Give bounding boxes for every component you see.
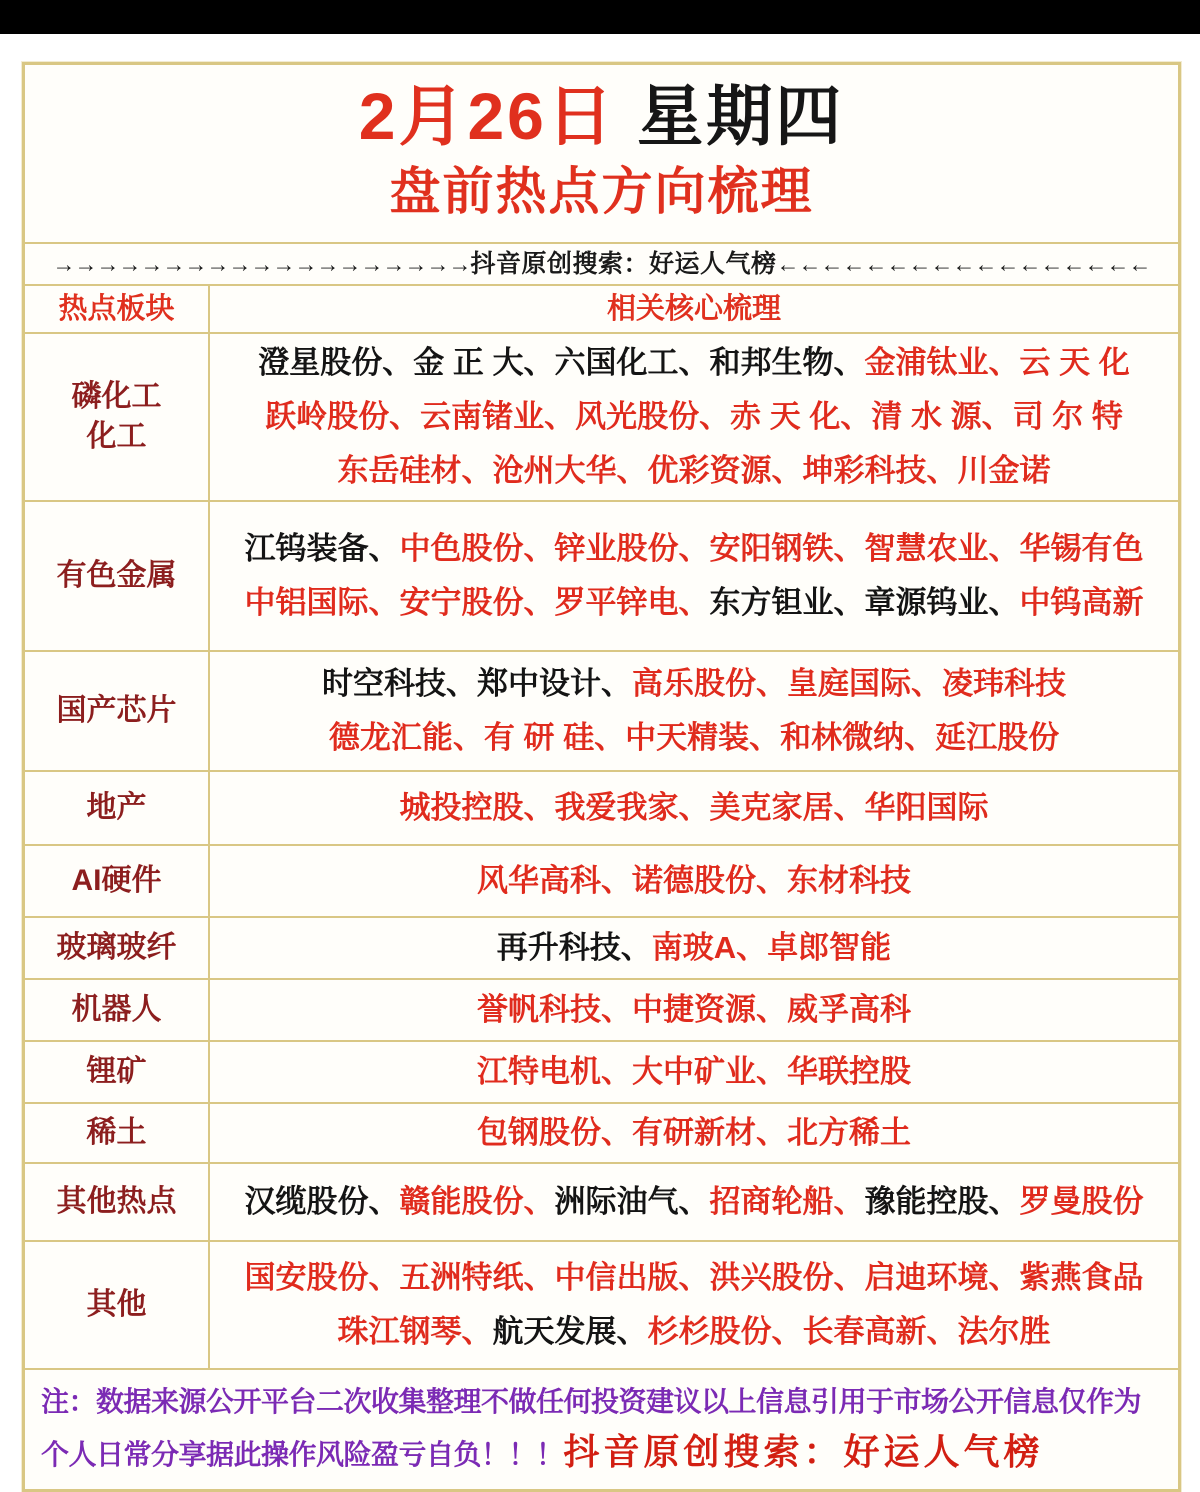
stock-name: 五洲特纸、 <box>399 1260 555 1295</box>
stock-name: 华联控股 <box>787 1054 911 1089</box>
stock-name: 紫燕食品 <box>1019 1260 1144 1295</box>
header-hot-sectors: 热点板块 <box>25 286 210 332</box>
category-cell <box>25 772 210 844</box>
category-cell <box>25 652 210 770</box>
category-label: 化工 <box>86 420 147 453</box>
stock-line <box>218 854 1170 908</box>
disclaimer-text: 注：数据来源公开平台二次收集整理不做任何投资建议以上信息引用于市场公开信息仅作为个人日常分享据此操作风险盈亏自负！！！ <box>41 1386 1142 1470</box>
stock-line <box>218 657 1170 711</box>
top-black-bar <box>0 0 1200 34</box>
category-cell <box>25 1242 210 1368</box>
content-cell <box>210 980 1178 1040</box>
banner-label: 抖音原创搜索：好运人气榜 <box>470 250 777 278</box>
category-label: 稀土 <box>86 1116 147 1149</box>
content-cell <box>210 772 1178 844</box>
stock-name: 杉杉股份、 <box>647 1314 803 1349</box>
stock-name: 江特电机、 <box>477 1054 632 1089</box>
stock-line <box>218 576 1170 630</box>
banner-arrows-right: ←←←←←←←←←←←←←←←←← <box>776 251 1151 277</box>
table-body <box>25 332 1178 1368</box>
stock-name: 郑中设计、 <box>477 666 632 701</box>
stock-name: 启迪环境、 <box>864 1260 1020 1295</box>
content-cell <box>210 1104 1178 1162</box>
stock-name: 云 天 化 <box>1019 345 1130 380</box>
stock-name: 国安股份、 <box>244 1260 400 1295</box>
category-cell <box>25 846 210 916</box>
stock-name: 清 水 源、 <box>871 399 1013 434</box>
douyin-search-highlight: 抖音原创搜索：好运人气榜 <box>563 1431 1044 1472</box>
stock-line <box>218 921 1170 975</box>
stock-name: 卓郎智能 <box>767 930 892 965</box>
stock-line <box>218 522 1170 576</box>
category-label: 其他热点 <box>56 1185 177 1218</box>
stock-name: 中铝国际、 <box>244 585 400 620</box>
stock-name: 川金诺 <box>957 453 1051 488</box>
stock-name: 誉帆科技、 <box>477 992 632 1027</box>
stock-name: 沧州大华、 <box>492 453 648 488</box>
content-cell <box>210 334 1178 500</box>
table-row <box>25 1162 1178 1240</box>
stock-name: 华阳国际 <box>864 790 989 825</box>
category-label: 有色金属 <box>56 559 177 592</box>
table-row <box>25 844 1178 916</box>
stock-name: 赣能股份、 <box>399 1184 555 1219</box>
stock-name: 延江股份 <box>935 720 1060 755</box>
douyin-search-banner <box>25 242 1178 284</box>
stock-name: 东方钽业、 <box>709 585 865 620</box>
stock-name: 罗曼股份 <box>1019 1184 1144 1219</box>
stock-name: 珠江钢琴、 <box>337 1314 493 1349</box>
category-cell <box>25 1104 210 1162</box>
stock-name: 和邦生物、 <box>709 345 865 380</box>
table-row <box>25 978 1178 1040</box>
stock-line <box>218 336 1170 390</box>
stock-name: 华锡有色 <box>1019 531 1144 566</box>
stock-name: 江钨装备、 <box>244 531 400 566</box>
content-cell <box>210 502 1178 650</box>
stock-name: 美克家居、 <box>709 790 865 825</box>
stock-name: 我爱我家、 <box>554 790 710 825</box>
stock-name: 皇庭国际、 <box>787 666 942 701</box>
category-label: 地产 <box>86 791 147 824</box>
stock-name: 北方稀土 <box>787 1115 911 1150</box>
stock-name: 中天精装、 <box>625 720 781 755</box>
header-core-summary: 相关核心梳理 <box>606 293 781 325</box>
title-subtitle: 盘前热点方向梳理 <box>389 163 814 220</box>
stock-line <box>218 1106 1170 1160</box>
table-header-row <box>25 284 1178 332</box>
table-row <box>25 916 1178 978</box>
table-row <box>25 650 1178 770</box>
stock-line <box>218 711 1170 765</box>
stock-line <box>218 390 1170 444</box>
stock-name: 罗平锌电、 <box>554 585 710 620</box>
category-label: AI硬件 <box>71 864 162 897</box>
category-label: 锂矿 <box>86 1055 147 1088</box>
category-cell <box>25 980 210 1040</box>
category-cell <box>25 334 210 500</box>
category-cell <box>25 918 210 978</box>
premarket-hotspot-sheet <box>22 62 1181 1492</box>
disclaimer-row <box>25 1368 1178 1489</box>
stock-name: 法尔胜 <box>957 1314 1051 1349</box>
title-date: 2月26日 <box>358 79 616 153</box>
stock-name: 城投控股、 <box>399 790 555 825</box>
stock-name: 时空科技、 <box>322 666 477 701</box>
content-cell <box>210 1042 1178 1102</box>
stock-name: 金浦钛业、 <box>864 345 1020 380</box>
stock-name: 中色股份、 <box>399 531 555 566</box>
stock-name: 安阳钢铁、 <box>709 531 865 566</box>
category-cell <box>25 502 210 650</box>
stock-name: 坤彩科技、 <box>802 453 958 488</box>
table-row <box>25 770 1178 844</box>
category-label: 磷化工 <box>71 380 162 413</box>
stock-name: 洲际油气、 <box>554 1184 710 1219</box>
stock-name: 有 研 硅、 <box>483 720 626 755</box>
title-weekday: 星期四 <box>637 79 845 153</box>
category-label: 其他 <box>86 1288 147 1321</box>
content-cell <box>210 652 1178 770</box>
stock-name: 高乐股份、 <box>632 666 787 701</box>
stock-name: 洪兴股份、 <box>709 1260 865 1295</box>
stock-name: 风光股份、 <box>575 399 731 434</box>
category-label: 玻璃玻纤 <box>56 931 177 964</box>
category-cell <box>25 1164 210 1240</box>
stock-name: 招商轮船、 <box>709 1184 865 1219</box>
stock-name: 大中矿业、 <box>632 1054 787 1089</box>
stock-name: 安宁股份、 <box>399 585 555 620</box>
content-cell <box>210 918 1178 978</box>
category-label: 国产芯片 <box>56 694 177 727</box>
stock-name: 金 正 大、 <box>413 345 555 380</box>
stock-name: 智慧农业、 <box>864 531 1020 566</box>
stock-name: 包钢股份、 <box>477 1115 632 1150</box>
table-row <box>25 500 1178 650</box>
stock-name: 中捷资源、 <box>632 992 787 1027</box>
stock-name: 云南锗业、 <box>420 399 576 434</box>
stock-name: 航天发展、 <box>492 1314 648 1349</box>
stock-name: 风华高科、 <box>477 863 632 898</box>
stock-name: 威孚高科 <box>787 992 911 1027</box>
stock-name: 中钨高新 <box>1019 585 1144 620</box>
title-block <box>25 65 1178 242</box>
category-cell <box>25 1042 210 1102</box>
stock-name: 跃岭股份、 <box>265 399 421 434</box>
table-row <box>25 1240 1178 1368</box>
stock-name: 优彩资源、 <box>647 453 803 488</box>
stock-name: 赤 天 化、 <box>730 399 872 434</box>
table-row <box>25 1040 1178 1102</box>
title-date-line <box>25 77 1178 155</box>
stock-name: 东岳硅材、 <box>337 453 493 488</box>
content-cell <box>210 846 1178 916</box>
stock-line <box>218 781 1170 835</box>
stock-name: 凌玮科技 <box>942 666 1066 701</box>
stock-name: 中信出版、 <box>554 1260 710 1295</box>
stock-name: 章源钨业、 <box>864 585 1020 620</box>
stock-name: 南玻A、 <box>651 930 768 965</box>
stock-name: 澄星股份、 <box>258 345 414 380</box>
table-row <box>25 1102 1178 1162</box>
stock-name: 司 尔 特 <box>1012 399 1123 434</box>
stock-line <box>218 983 1170 1037</box>
stock-name: 有研新材、 <box>632 1115 787 1150</box>
stock-name: 东材科技 <box>787 863 911 898</box>
stock-line <box>218 1305 1170 1359</box>
stock-name: 锌业股份、 <box>554 531 710 566</box>
stock-name: 六国化工、 <box>554 345 710 380</box>
stock-name: 诺德股份、 <box>632 863 787 898</box>
stock-name: 豫能控股、 <box>864 1184 1020 1219</box>
stock-line <box>218 444 1170 498</box>
stock-line <box>218 1251 1170 1305</box>
content-cell <box>210 1242 1178 1368</box>
stock-line <box>218 1175 1170 1229</box>
stock-line <box>218 1045 1170 1099</box>
banner-arrows-left: →→→→→→→→→→→→→→→→→→→ <box>52 251 471 277</box>
stock-name: 再升科技、 <box>496 930 652 965</box>
table-row <box>25 332 1178 500</box>
category-label: 机器人 <box>71 993 162 1026</box>
stock-name: 和林微纳、 <box>780 720 936 755</box>
stock-name: 德龙汇能、 <box>328 720 484 755</box>
stock-name: 长春高新、 <box>802 1314 958 1349</box>
content-cell <box>210 1164 1178 1240</box>
stock-name: 汉缆股份、 <box>244 1184 400 1219</box>
